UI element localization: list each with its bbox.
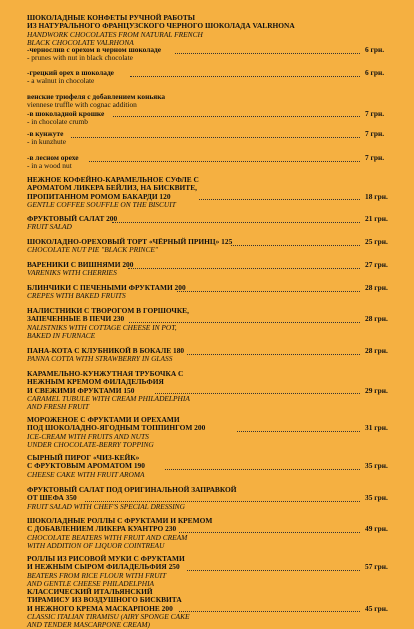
item-english: VARENIKS WITH CHERRIES: [27, 268, 117, 278]
menu-item: [27, 485, 388, 511]
item-price: 7 грн.: [365, 129, 385, 138]
item-price: 35 грн.: [365, 493, 388, 503]
item-english: - in a wood nut: [27, 161, 72, 171]
dot-leader: [130, 69, 360, 77]
dot-leader: [165, 462, 360, 470]
menu-item: [27, 260, 388, 278]
item-english: ICE-CREAM WITH FRUITS AND NUTS: [27, 431, 149, 441]
item-price: 6 грн.: [365, 45, 385, 54]
item-english: CLASSIC ITALIAN TIRAMISU (AIRY SPONGE CAKE: [27, 611, 190, 621]
item-title: НЕЖНЫМ КРЕМОМ ФИЛАДЕЛЬФИЯ: [27, 377, 164, 387]
dot-leader: [187, 347, 360, 355]
item-price: 21 грн.: [365, 214, 388, 223]
item-english: - in kunzhute: [27, 137, 66, 147]
item-english: AND TENDER MASCARPONE CREAM): [27, 620, 150, 629]
item-title: И СВЕЖИМИ ФРУКТАМИ 150: [27, 385, 135, 395]
dot-leader: [113, 110, 360, 118]
dot-leader: [112, 215, 360, 223]
dot-leader: [179, 525, 360, 533]
dot-leader: [128, 261, 360, 269]
item-title: ШОКОЛАДНЫЕ РОЛЛЫ С ФРУКТАМИ И КРЕМОМ: [27, 516, 213, 525]
item-english: CARAMEL TUBULE WITH CREAM PHILADELPHIA: [27, 393, 190, 403]
menu-item: [27, 153, 385, 171]
item-english: WITH ADDITION OF LIQUOR COINTREAU: [27, 540, 165, 550]
dot-leader: [175, 46, 360, 54]
menu-item: [27, 587, 388, 629]
menu-item: [27, 45, 385, 63]
item-english: FRUIT SALAD: [27, 222, 72, 232]
item-title: НЕЖНОЕ КОФЕЙНО-КАРАМЕЛЬНОЕ СУФЛЕ С: [27, 175, 199, 184]
item-price: 6 грн.: [365, 68, 385, 77]
menu-item: [27, 175, 388, 209]
item-price: 28 грн.: [365, 283, 388, 292]
menu-item: [27, 92, 385, 126]
item-english: BAKED IN FURNACE: [27, 330, 96, 340]
item-price: 27 грн.: [365, 260, 388, 269]
dot-leader: [179, 605, 360, 613]
item-price: 45 грн.: [365, 603, 388, 613]
item-subtitle: viennese truffle with cognac addition: [27, 100, 137, 110]
item-english: PANNA COTTA WITH STRAWBERRY IN GLASS: [27, 354, 173, 364]
item-title: КАРАМЕЛЬНО-КУНЖУТНАЯ ТРУБОЧКА С: [27, 369, 184, 378]
item-title: ВАРЕНИКИ С ВИШНЯМИ 200: [27, 260, 134, 269]
item-title: венские трюфеля с добавлением коньяка: [27, 92, 166, 101]
item-english: CHOCOLATE BEATERS WITH FRUIT AND CREAM: [27, 532, 188, 542]
item-title: -в лесном орехе: [27, 153, 79, 162]
dot-leader: [129, 315, 360, 323]
item-price: 49 грн.: [365, 524, 388, 534]
item-title: ПАНА-КОТА С КЛУБНИКОЙ В БОКАЛЕ 180: [27, 346, 185, 355]
item-english: AND FRESH FRUIT: [27, 402, 89, 412]
item-english: NALISTNIKS WITH COTTAGE CHEESE IN POT,: [27, 322, 177, 332]
item-price: 18 грн.: [365, 191, 388, 201]
item-english: AND GENTLE CHEESE PHILADELPHIA: [27, 578, 155, 588]
item-english: CHOCOLATE NUT PIE "BLACK PRINCE": [27, 245, 159, 255]
menu-section-chocolates: [27, 14, 364, 47]
item-english: FRUIT SALAD WITH CHEF'S SPECIAL DRESSING: [27, 501, 185, 511]
item-english: HANDWORK CHOCOLATES FROM NATURAL FRENCH: [27, 29, 203, 39]
item-price: 35 грн.: [365, 461, 388, 471]
item-english: BEATERS FROM RICE FLOUR WITH FRUIT: [27, 570, 167, 580]
item-price: 7 грн.: [365, 153, 385, 162]
item-title: РОЛЛЫ ИЗ РИСОВОЙ МУКИ С ФРУКТАМИ: [27, 554, 185, 563]
item-english: - in chocolate crumb: [27, 116, 88, 126]
item-title: ФРУКТОВЫЙ САЛАТ ПОД ОРИГИНАЛЬНОЙ ЗАПРАВКОЙ: [27, 485, 237, 494]
item-title: НАЛИСТНИКИ С ТВОРОГОМ В ГОРШОЧКЕ,: [27, 306, 189, 315]
item-title: -чернослив с орехом в черном шоколаде: [27, 45, 162, 54]
dot-leader: [155, 387, 360, 395]
item-price: 57 грн.: [365, 562, 388, 572]
dot-leader: [177, 284, 360, 292]
menu-item: [27, 306, 388, 340]
item-title: ШОКОЛАДНЫЕ КОНФЕТЫ РУЧНОЙ РАБОТЫ: [27, 13, 196, 22]
item-price: 28 грн.: [365, 314, 388, 324]
dot-leader: [71, 130, 360, 138]
dot-leader: [231, 238, 360, 246]
dot-leader: [237, 424, 360, 432]
item-english: UNDER CHOCOLATE-BERRY TOPPING: [27, 439, 154, 449]
item-title: ШОКОЛАДНО-ОРЕХОВЫЙ ТОРТ «ЧЁРНЫЙ ПРИНЦ» 125: [27, 237, 233, 246]
item-title: ТИРАМИСУ ИЗ ВОЗДУШНОГО БИСКВИТА: [27, 595, 182, 605]
dot-leader: [89, 154, 360, 162]
item-price: 29 грн.: [365, 385, 388, 395]
item-english: GENTLE COFFEE SOUFFLE ON THE BISCUIT: [27, 199, 176, 209]
item-title: -грецкий орех в шоколаде: [27, 68, 114, 77]
item-title: ПРОПИТАННОМ РОМОМ БАКАРДИ 120: [27, 191, 171, 201]
item-title: -в шоколадной крошке: [27, 108, 105, 118]
item-title: -в кунжуте: [27, 129, 64, 138]
menu-item: [27, 554, 388, 588]
item-title: С ФРУКТОВЫМ АРОМАТОМ 190: [27, 461, 145, 471]
item-title: ИЗ НАТУРАЛЬНОГО ФРАНЦУЗСКОГО ЧЕРНОГО ШОКОЛАДА VALRHONA: [27, 21, 295, 31]
dot-leader: [199, 193, 360, 201]
menu-item: [27, 237, 388, 255]
item-price: 31 грн.: [365, 423, 388, 433]
item-title: ЗАПЕЧЕННЫЕ В ПЕЧИ 230: [27, 314, 125, 324]
item-english: - a walnut in chocolate: [27, 76, 95, 86]
menu-item: [27, 129, 385, 147]
menu-item: [27, 516, 388, 550]
menu-item: [27, 283, 388, 301]
item-price: 7 грн.: [365, 108, 385, 118]
dot-leader: [85, 494, 360, 502]
item-title: С ДОБАВЛЕНИЕМ ЛИКЕРА КУАНТРО 230: [27, 524, 177, 534]
menu-item: [27, 214, 388, 232]
item-title: МОРОЖЕНОЕ С ФРУКТАМИ И ОРЕХАМИ: [27, 415, 180, 424]
menu-item: [27, 369, 388, 412]
item-title: ФРУКТОВЫЙ САЛАТ 200: [27, 214, 118, 223]
item-english: BLACK CHOCOLATE VALRHONA: [27, 37, 134, 47]
item-english: - prunes with nut in black chocolate: [27, 53, 133, 63]
item-title: ПОД ШОКОЛАДНО-ЯГОДНЫМ ТОППИНГОМ 200: [27, 423, 206, 433]
item-title: ОТ ШЕФА 350: [27, 493, 77, 503]
item-title: КЛАССИЧЕСКИЙ ИТАЛЬЯНСКИЙ: [27, 587, 153, 596]
item-price: 28 грн.: [365, 346, 388, 355]
item-english: CHEESE CAKE WITH FRUIT AROMA: [27, 469, 145, 479]
item-price: 25 грн.: [365, 237, 388, 246]
item-title: И НЕЖНОГО КРЕМА МАСКАРПОНЕ 200: [27, 603, 173, 613]
menu-item: [27, 415, 388, 449]
item-title: АРОМАТОМ ЛИКЕРА БЕЙЛИЗ, НА БИСКВИТЕ,: [27, 183, 197, 193]
item-title: И НЕЖНЫМ СЫРОМ ФИЛАДЕЛЬФИЯ 250: [27, 562, 180, 572]
dot-leader: [187, 563, 360, 571]
item-title: СЫРНЫЙ ПИРОГ «ЧИЗ-КЕЙК»: [27, 453, 140, 462]
menu-item: [27, 68, 385, 86]
item-title: БЛИНЧИКИ С ПЕЧЕНЫМИ ФРУКТАМИ 200: [27, 283, 186, 292]
item-english: CREPES WITH BAKED FRUITS: [27, 291, 126, 301]
menu-item: [27, 453, 388, 479]
menu-item: [27, 346, 388, 364]
